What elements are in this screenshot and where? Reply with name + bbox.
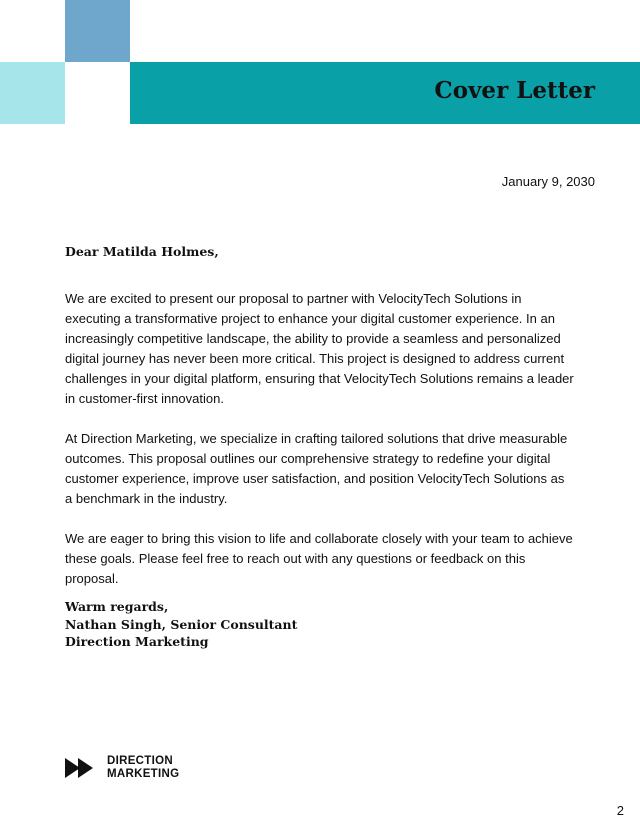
decorative-block-blue	[65, 0, 130, 62]
logo-wordmark	[107, 755, 179, 781]
letter-paragraph-1: We are excited to present our proposal to partner with VelocityTech Solutions in executing a transformative project to enhance your digital customer experience. In an increasingly competitive landscape, the ability to provide a seamless and personalized digital journey has never been more critical. This project is designed to address current challenges in your digital platform, ensuring that VelocityTech Solutions remains a leader in customer-first innovation.	[65, 291, 574, 406]
page-title: Cover Letter	[434, 77, 595, 104]
logo-line-1: DIRECTION	[107, 755, 173, 767]
closing: Warm regards,	[65, 599, 169, 614]
signer-name: Nathan Singh, Senior Consultant	[65, 616, 298, 632]
company-logo	[65, 755, 179, 781]
letter-paragraph-2: At Direction Marketing, we specialize in crafting tailored solutions that drive measurable outcomes. This proposal outlines our comprehensive strategy to redefine your digital customer experience, improve user satisfaction, and position VelocityTech Solutions as a benchmark in the industry.	[65, 431, 568, 506]
signature-block	[65, 598, 297, 651]
letter-date: January 9, 2030	[501, 174, 595, 189]
double-arrow-icon	[65, 756, 95, 780]
signer-company: Direction Marketing	[65, 634, 209, 649]
page-number: 2	[616, 803, 624, 818]
letter-paragraph-3: We are eager to bring this vision to life and collaborate closely with your team to achieve these goals. Please feel free to reach out with any questions or feedback on this proposal.	[65, 531, 573, 586]
letter-greeting: Dear Matilda Holmes,	[65, 244, 219, 259]
decorative-block-cyan	[0, 62, 65, 124]
logo-line-2: MARKETING	[107, 768, 180, 780]
